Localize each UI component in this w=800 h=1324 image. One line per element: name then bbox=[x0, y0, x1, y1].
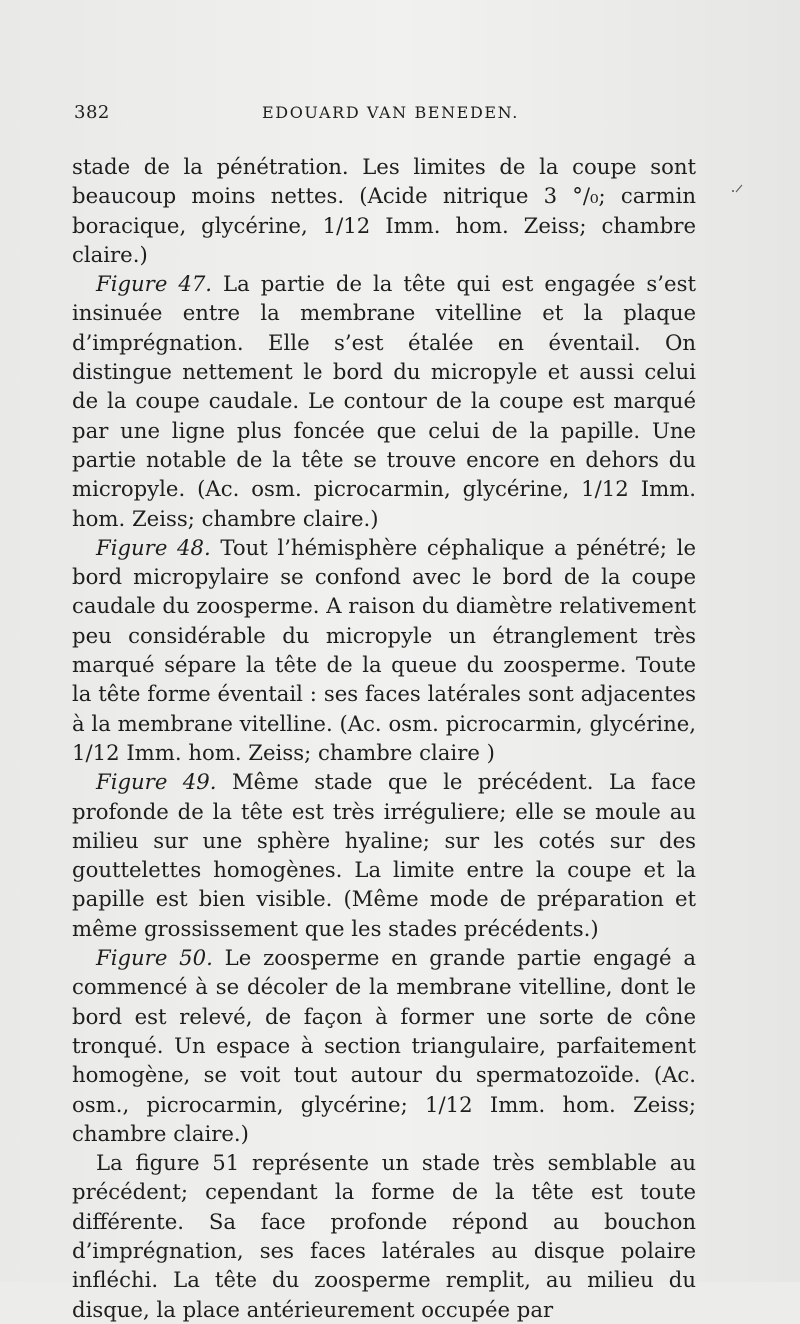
paragraph-text: Tout l’hémisphère céphalique a pénétré; le bord micropylaire se confond avec le bord de la coupe caudale du zoosperme. A raison du diamètre relativement peu considérable du micropyle un étranglement très marqué sépare la tête de la queue du zoosperme. Toute la tête forme éventail : ses faces latérales sont adjacentes à la membrane vitelline. (Ac. osm. picrocarmin, glycérine, 1/12 Imm. hom. Zeiss; chambre claire ) bbox=[72, 534, 696, 765]
figure-label: Figure 48. bbox=[96, 534, 211, 560]
page-header bbox=[72, 102, 696, 130]
body-text bbox=[72, 152, 696, 1324]
paragraph-text: Même stade que le précédent. La face profonde de la tête est très irréguliere; elle se moule au milieu sur une sphère hyaline; sur les cotés sur des gouttelettes homogènes. La limite entre la coupe et la papille est bien visible. (Même mode de préparation et même grossissement que les stades précédents.) bbox=[72, 769, 696, 941]
paragraph bbox=[72, 152, 696, 269]
margin-ink-mark bbox=[730, 183, 744, 195]
paragraph-figure-50 bbox=[72, 943, 696, 1148]
running-head: EDOUARD VAN BENEDEN. bbox=[262, 103, 519, 122]
paragraph-text: stade de la pénétration. Les limites de la coupe sont beaucoup moins nettes. (Acide nitrique 3 °/₀; carmin boracique, glycérine, 1/12 Imm. hom. Zeiss; chambre claire.) bbox=[72, 154, 696, 267]
paragraph-text: La partie de la tête qui est engagée s’est insinuée entre la membrane vitelline et la plaque d’imprégnation. Elle s’est étalée en éventail. On distingue nettement le bord du micropyle et aussi celui de la coupe caudale. Le contour de la coupe est marqué par une ligne plus foncée que celui de la papille. Une partie notable de la tête se trouve encore en dehors du micropyle. (Ac. osm. picrocarmin, glycérine, 1/12 Imm. hom. Zeiss; chambre claire.) bbox=[72, 271, 696, 531]
figure-label: Figure 47. bbox=[96, 271, 213, 297]
paragraph bbox=[72, 1148, 696, 1324]
paragraph-figure-47 bbox=[72, 269, 696, 533]
paragraph-figure-49 bbox=[72, 767, 696, 943]
page-number: 382 bbox=[74, 102, 110, 123]
paragraph-figure-48 bbox=[72, 533, 696, 767]
figure-label: Figure 50. bbox=[96, 945, 213, 971]
paragraph-text: La figure 51 représente un stade très semblable au précédent; cependant la forme de la tête est toute différente. Sa face profonde répond au bouchon d’imprégnation, ses faces latérales au disque polaire infléchi. La tête du zoosperme remplit, au milieu du disque, la place antérieurement occupée par bbox=[72, 1150, 696, 1322]
figure-label: Figure 49. bbox=[96, 769, 217, 795]
paragraph-text: Le zoosperme en grande partie engagé a commencé à se décoler de la membrane vitelline, dont le bord est relevé, de façon à former une sorte de cône tronqué. Un espace à section triangulaire, parfaitement homogène, se voit tout autour du spermatozoïde. (Ac. osm., picrocarmin, glycérine; 1/12 Imm. hom. Zeiss; chambre claire.) bbox=[72, 945, 696, 1146]
